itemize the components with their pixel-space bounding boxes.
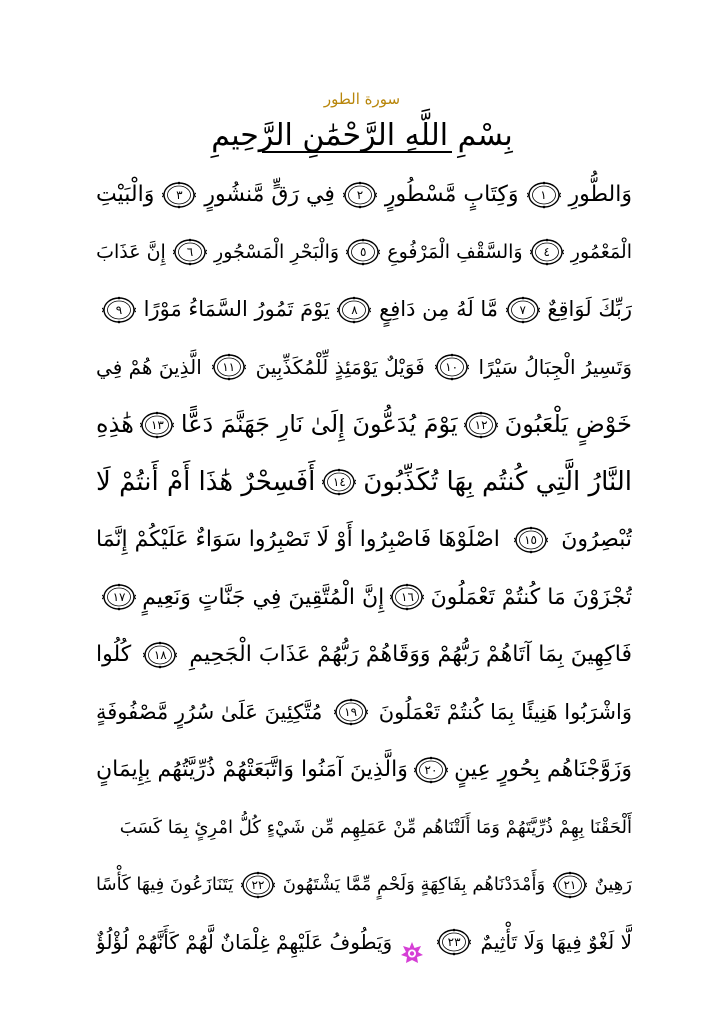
- ayah-number-marker: [530, 238, 564, 266]
- ayah-number-marker: [102, 296, 136, 324]
- verse-text: الَّذِينَ هُمْ فِي: [96, 354, 202, 379]
- verse-line: [96, 166, 632, 224]
- ayah-number: ٨: [351, 302, 358, 317]
- ayah-number-marker: [527, 181, 561, 209]
- ayah-number: ١٣: [150, 417, 164, 432]
- surah-title: سورة الطور: [323, 90, 401, 108]
- ayah-number: ٧: [519, 302, 526, 317]
- verse-text: إِنَّ الْمُتَّقِينَ فِي جَنَّاتٍ وَنَعِيمٍ: [142, 584, 385, 610]
- verse-text: الْمَعْمُورِ: [570, 240, 632, 263]
- ayah-number: ١٠: [445, 360, 459, 375]
- ayah-number: ١٢: [474, 417, 488, 432]
- ayah-number: ١٦: [401, 590, 414, 605]
- verse-text: فِي رَقٍّ مَّنشُورٍ: [204, 182, 335, 208]
- verse-text: وَالَّذِينَ آمَنُوا وَاتَّبَعَتْهُمْ ذُرِّيَّتُهُم بِإِيمَانٍ: [96, 757, 408, 783]
- verse-line: [96, 396, 632, 454]
- ayah-number: ١٨: [153, 647, 167, 662]
- ayah-number-marker: [140, 411, 174, 439]
- verse-text: تُجْزَوْنَ مَا كُنتُمْ تَعْمَلُونَ: [430, 584, 632, 610]
- verse-text: هَٰذِهِ: [96, 410, 134, 439]
- verse-text: أَفَسِحْرٌ هَٰذَا أَمْ أَنتُمْ لَا: [96, 466, 316, 497]
- verse-text: فَاكِهِينَ بِمَا آتَاهُمْ رَبُّهُمْ وَوَقَاهُمْ رَبُّهُمْ عَذَابَ الْجَحِيمِ: [189, 642, 632, 668]
- verse-text: وَالطُّورِ: [568, 182, 632, 208]
- ayah-number-marker: [173, 238, 207, 266]
- ayah-number-marker: [212, 353, 246, 381]
- verse-line: [96, 914, 632, 972]
- verse-text: أَلْحَقْنَا بِهِمْ ذُرِّيَّتَهُمْ وَمَا أَلَتْنَاهُم مِّنْ عَمَلِهِم مِّن شَيْءٍ كُلُّ امْرِئٍ بِمَا كَسَبَ: [119, 816, 632, 838]
- verse-line: [96, 511, 632, 569]
- ayah-number-marker: [343, 181, 377, 209]
- verse-line: [96, 569, 632, 627]
- verse-text: رَهِينٌ: [594, 874, 632, 896]
- verse-text: يَتَنَازَعُونَ فِيهَا كَأْسًا: [96, 874, 234, 896]
- verse-line: [96, 856, 632, 914]
- ayah-number-marker: [437, 928, 471, 956]
- ayah-number: ٢٢: [251, 877, 265, 892]
- ayah-number: ٩: [115, 302, 123, 317]
- verse-text: مَّا لَهُ مِن دَافِعٍ: [379, 297, 499, 322]
- verse-text: يَوْمَ يُدَعُّونَ إِلَىٰ نَارِ جَهَنَّمَ دَعًّا: [180, 410, 458, 439]
- verse-text: إِنَّ عَذَابَ: [96, 240, 166, 263]
- verse-lines: [96, 166, 632, 971]
- ayah-number-marker: [390, 583, 424, 611]
- verse-line: [96, 454, 632, 512]
- verse-text: وَكِتَابٍ مَّسْطُورٍ: [384, 182, 519, 208]
- ayah-number-marker: [102, 583, 136, 611]
- ayah-number: ١٩: [344, 705, 358, 720]
- verse-text: النَّارُ الَّتِي كُنتُم بِهَا تُكَذِّبُونَ: [363, 466, 632, 497]
- verse-line: [96, 281, 632, 339]
- verse-text: وَيَطُوفُ عَلَيْهِمْ غِلْمَانٌ لَّهُمْ كَأَنَّهُمْ لُؤْلُؤٌ: [96, 929, 393, 954]
- hizb-star-icon: [400, 930, 424, 954]
- verse-text: مُتَّكِئِينَ عَلَىٰ سُرُرٍ مَّصْفُوفَةٍ: [96, 699, 323, 724]
- verse-text: كُلُوا: [96, 642, 132, 668]
- basmala: بِسْمِ اللَّهِ الرَّحْمَٰنِ الرَّحِيمِ: [211, 118, 513, 153]
- verse-line: [96, 626, 632, 684]
- ayah-number-marker: [435, 353, 469, 381]
- verse-line: [96, 224, 632, 282]
- ayah-number-marker: [322, 468, 356, 496]
- verse-text: وَاشْرَبُوا هَنِيئًا بِمَا كُنتُمْ تَعْمَلُونَ: [378, 699, 632, 724]
- verse-text: وَزَوَّجْنَاهُم بِحُورٍ عِينٍ: [454, 757, 632, 783]
- ayah-number: ٢: [356, 187, 364, 202]
- verse-text: تُبْصِرُونَ: [561, 527, 632, 553]
- ayah-number-marker: [514, 526, 548, 554]
- verse-text: وَالسَّقْفِ الْمَرْفُوعِ: [387, 240, 523, 263]
- verse-line: [96, 684, 632, 742]
- ayah-number: ٢٠: [424, 762, 438, 777]
- verse-line: [96, 799, 632, 857]
- verse-line: [96, 741, 632, 799]
- ayah-number: ١٧: [112, 590, 126, 605]
- verse-text: وَالْبَيْتِ: [96, 182, 155, 208]
- ayah-number-marker: [143, 641, 177, 669]
- verse-text: خَوْضٍ يَلْعَبُونَ: [504, 410, 632, 439]
- ayah-number: ١٥: [524, 532, 537, 547]
- verse-text: وَأَمْدَدْنَاهُم بِفَاكِهَةٍ وَلَحْمٍ مِّمَّا يَشْتَهُونَ: [282, 874, 546, 896]
- verse-text: لَّا لَغْوٌ فِيهَا وَلَا تَأْثِيمٌ: [480, 929, 632, 954]
- ayah-number-marker: [414, 756, 448, 784]
- verse-text: وَالْبَحْرِ الْمَسْجُورِ: [214, 240, 340, 263]
- ayah-number-marker: [464, 411, 498, 439]
- ayah-number: ٤: [543, 245, 550, 260]
- ayah-number-marker: [162, 181, 196, 209]
- verse-text: وَتَسِيرُ الْجِبَالُ سَيْرًا: [478, 354, 632, 379]
- basmala-underline: [262, 151, 452, 153]
- ayah-number: ١: [540, 187, 547, 202]
- ayah-number: ١١: [222, 360, 236, 375]
- ayah-number-marker: [334, 698, 368, 726]
- ayah-number: ١٤: [332, 475, 346, 490]
- ayah-number: ٥: [359, 245, 367, 260]
- ayah-number-marker: [337, 296, 371, 324]
- verse-text: رَبِّكَ لَوَاقِعٌ: [547, 297, 632, 322]
- ayah-number: ٣: [176, 187, 183, 202]
- ayah-number: ٦: [186, 245, 194, 260]
- verse-text: اصْلَوْهَا فَاصْبِرُوا أَوْ لَا تَصْبِرُوا سَوَاءٌ عَلَيْكُمْ إِنَّمَا: [96, 527, 500, 553]
- verse-line: [96, 339, 632, 397]
- ayah-number-marker: [346, 238, 380, 266]
- verse-text: فَوَيْلٌ يَوْمَئِذٍ لِّلْمُكَذِّبِينَ: [255, 354, 425, 379]
- ayah-number-marker: [553, 871, 587, 899]
- ayah-number-marker: [241, 871, 275, 899]
- ayah-number-marker: [506, 296, 540, 324]
- verse-text: يَوْمَ تَمُورُ السَّمَاءُ مَوْرًا: [143, 297, 330, 322]
- ayah-number: ٢١: [563, 877, 577, 892]
- ayah-number: ٢٣: [447, 935, 461, 950]
